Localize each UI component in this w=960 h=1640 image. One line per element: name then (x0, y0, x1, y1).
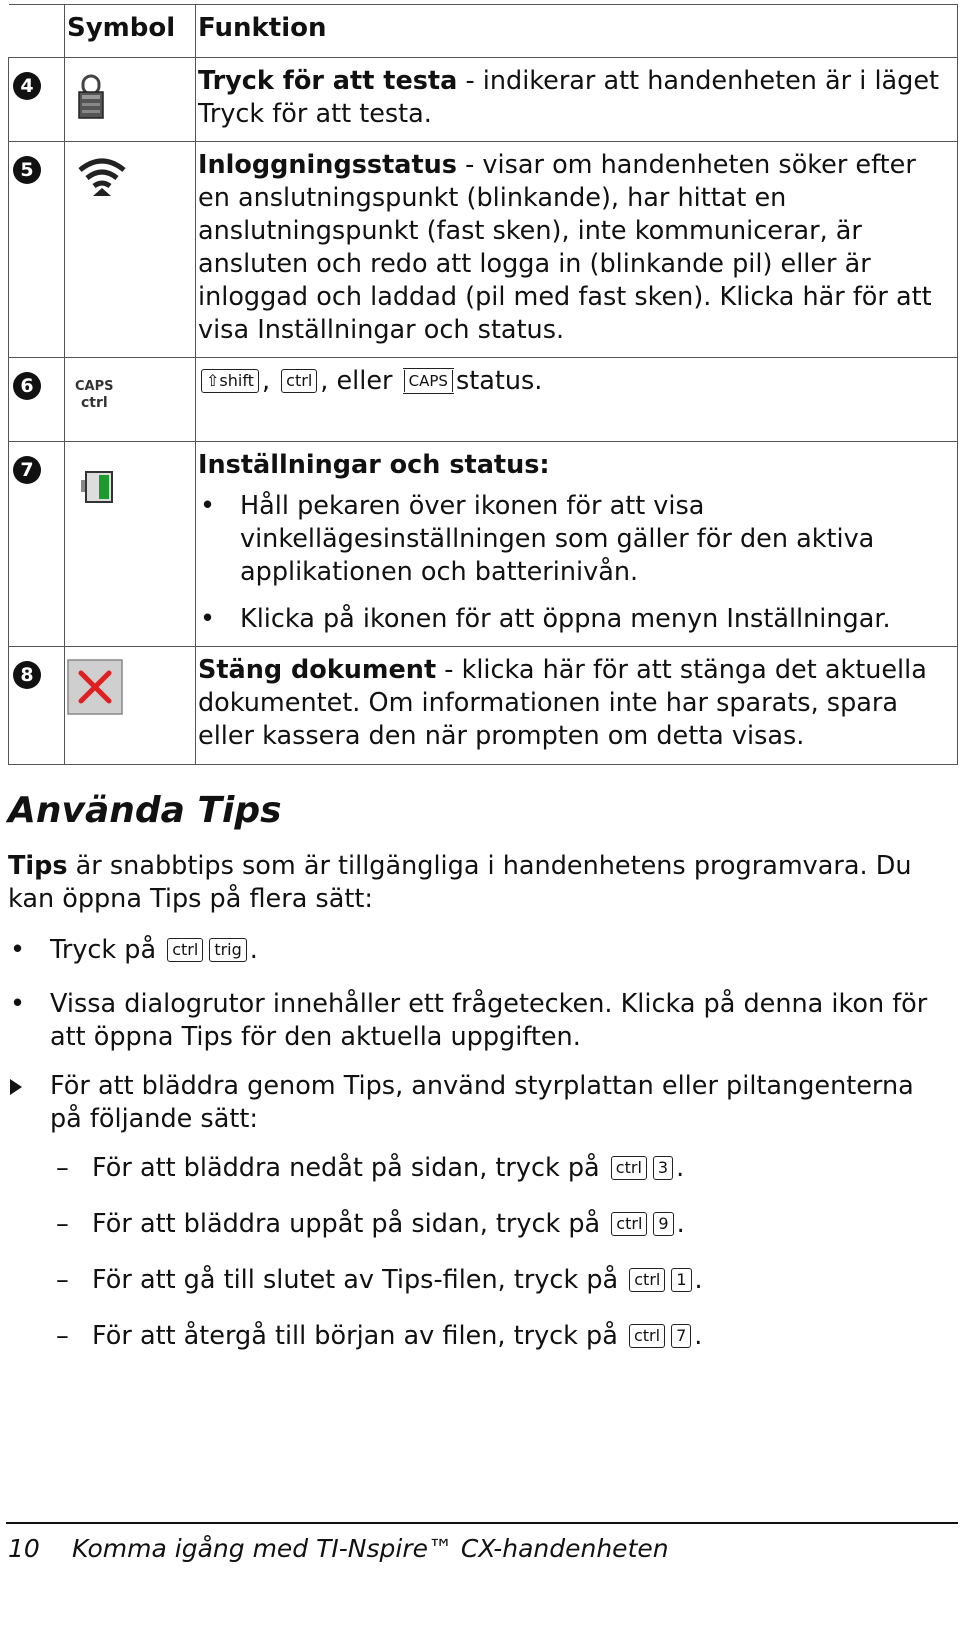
svg-text:CAPS: CAPS (75, 379, 114, 394)
table-row (9, 142, 958, 358)
caps-ctrl-icon (73, 374, 123, 414)
row-title: Inloggningsstatus (198, 150, 457, 180)
caps-key: CAPS (404, 370, 453, 392)
row-title: Inställningar och status: (198, 450, 550, 480)
row-number: 8 (13, 661, 41, 689)
ctrl-key: ctrl (611, 1156, 647, 1180)
row-number: 5 (13, 156, 41, 184)
ctrl-key: ctrl (611, 1212, 647, 1236)
page-number: 10 (8, 1534, 40, 1563)
footer-rule (6, 1522, 958, 1524)
ctrl-key: ctrl (167, 938, 203, 962)
row-number: 7 (13, 456, 41, 484)
table-header-row (9, 5, 958, 58)
list-item: • Vissa dialogrutor innehåller ett frågetecken. Klicka på denna ikon för att öppna Tips för den aktuella uppgiften. (10, 989, 928, 1052)
ctrl-key: ctrl (629, 1268, 665, 1292)
step-item: För att bläddra genom Tips, använd styrplattan eller piltangenterna på följande sätt: (8, 1070, 948, 1136)
ctrl-key: ctrl (629, 1324, 665, 1348)
header-symbol: Symbol (65, 5, 196, 58)
sub-list-item: – För att bläddra nedåt på sidan, tryck på ctrl 3 . (56, 1153, 685, 1183)
list-item: • Håll pekaren över ikonen för att visa vinkellägesinställningen som gäller för den aktiva applikationen och batterinivån. (198, 490, 953, 589)
table-row (9, 442, 958, 647)
battery-icon (81, 468, 117, 508)
sub-list-item: – För att bläddra uppåt på sidan, tryck på ctrl 9 . (56, 1209, 685, 1239)
page-footer (8, 1534, 669, 1563)
table-row (9, 647, 958, 765)
row-text: - visar om handenheten söker efter en anslutningspunkt (blinkande), har hittat en anslutningspunkt (fast sken), inte kommunicerar, är ansluten och redo att logga in (blinkande pil) eller är inloggad och laddad (pil med fast sken). Klicka här för att visa Inställningar och status. (198, 150, 932, 345)
digit-key: 7 (671, 1324, 691, 1348)
row-title: Tryck för att testa (198, 66, 458, 96)
svg-text:ctrl: ctrl (81, 395, 108, 411)
lock-icon (77, 74, 117, 122)
row-number: 6 (13, 372, 41, 400)
wireless-signal-icon (77, 156, 127, 202)
digit-key: 3 (653, 1156, 673, 1180)
table-row (9, 58, 958, 142)
trig-key: trig (209, 938, 246, 962)
table-row: 6 CAPS ctrl ⇧shift , ctrl , eller CAPS status. (9, 358, 958, 442)
sub-list-item: – För att återgå till början av filen, tryck på ctrl 7 . (56, 1321, 703, 1351)
footer-title: Komma igång med TI-Nspire™ CX-handenheten (72, 1534, 669, 1563)
section-heading: Använda Tips (8, 790, 282, 831)
row-number: 4 (13, 72, 41, 100)
sub-list-item: – För att gå till slutet av Tips-filen, tryck på ctrl 1 . (56, 1265, 703, 1295)
row-text: - indikerar att handenheten är i läget Tryck för att testa. (198, 66, 940, 129)
list-item: • Klicka på ikonen för att öppna menyn Inställningar. (198, 603, 953, 636)
list-item: • Tryck på ctrl trig . (10, 935, 258, 965)
digit-key: 1 (671, 1268, 691, 1292)
symbol-function-table (8, 4, 958, 765)
header-function: Funktion (196, 5, 958, 58)
shift-key: ⇧shift (201, 369, 259, 393)
intro-paragraph: Tips är snabbtips som är tillgängliga i handenhetens programvara. Du kan öppna Tips på flera sätt: (8, 851, 912, 914)
ctrl-key: ctrl (281, 369, 317, 393)
digit-key: 9 (653, 1212, 673, 1236)
step-arrow-icon (10, 1070, 22, 1104)
row-title: Stäng dokument (198, 655, 437, 685)
close-document-icon (67, 659, 123, 715)
bullet-list (198, 490, 953, 636)
row-text: - klicka här för att stänga det aktuella dokumentet. Om informationen inte har sparats, spara eller kassera den när prompten om detta visas. (198, 655, 927, 751)
